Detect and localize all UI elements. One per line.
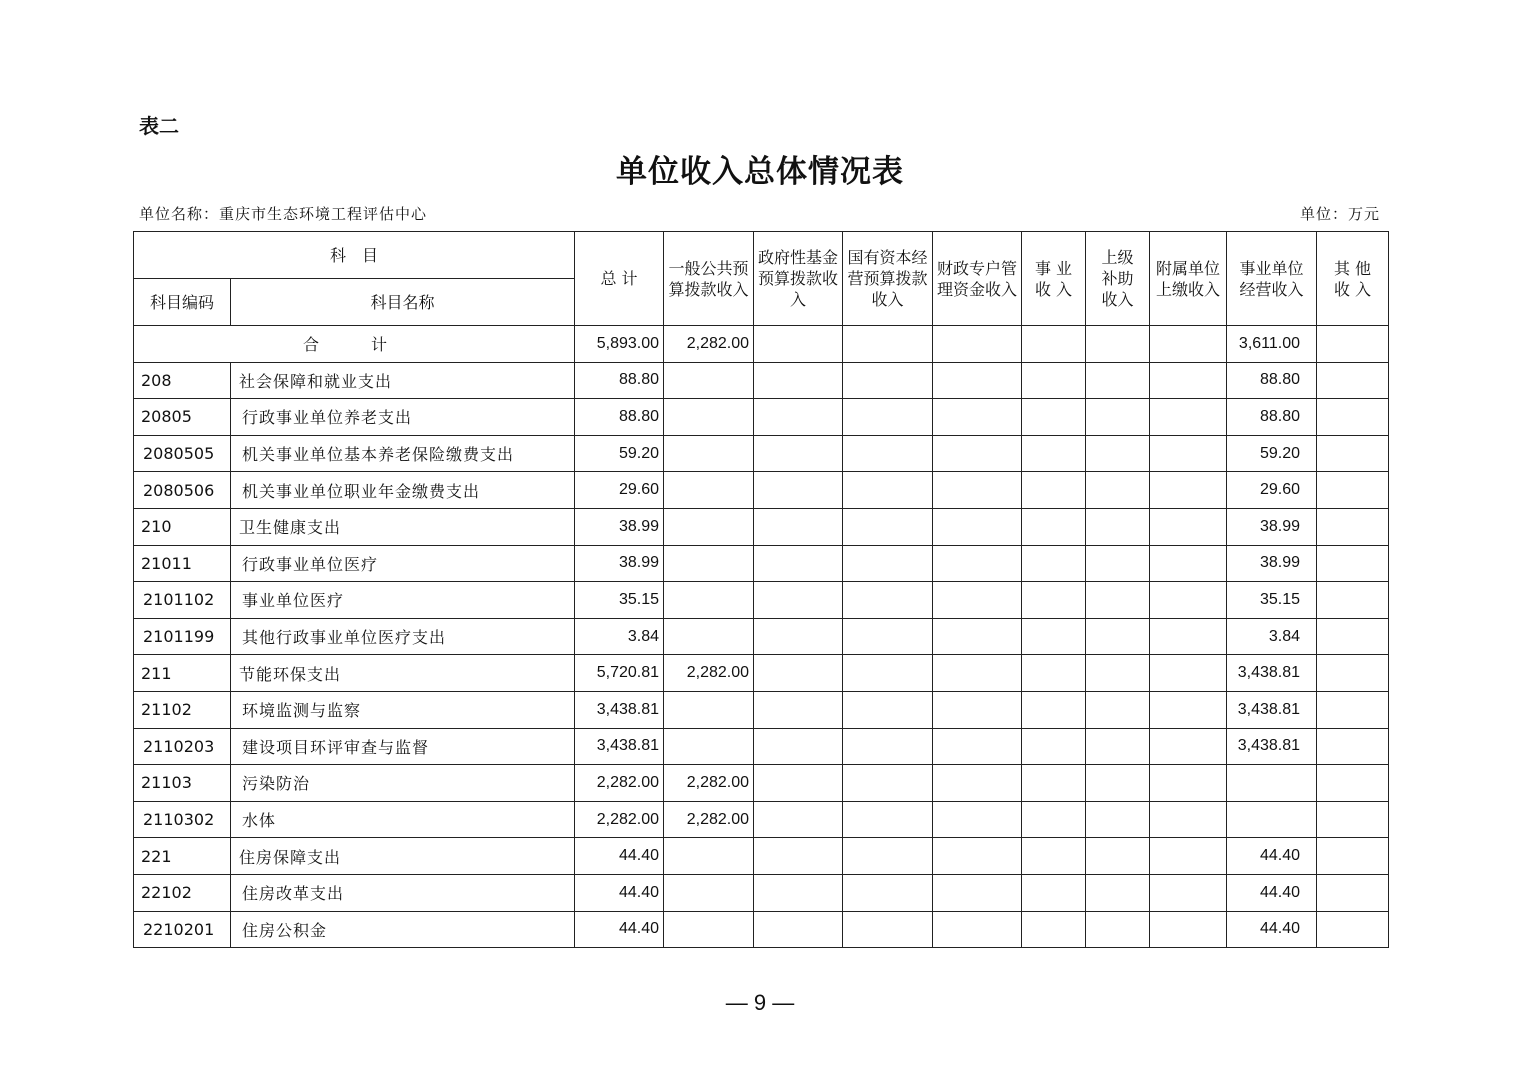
general-budget-cell: 2,282.00: [664, 765, 754, 802]
general-budget-cell: [664, 618, 754, 655]
cell-empty: [933, 435, 1022, 472]
general-budget-cell: [664, 582, 754, 619]
cell-empty: [1317, 618, 1389, 655]
cell-empty: [754, 874, 843, 911]
cell-empty: [1150, 765, 1227, 802]
cell-empty: [1022, 801, 1086, 838]
cell-empty: [933, 362, 1022, 399]
cell-empty: [843, 399, 933, 436]
cell-empty: [1317, 765, 1389, 802]
cell-empty: [1317, 655, 1389, 692]
cell-empty: [754, 508, 843, 545]
general-budget-cell: [664, 399, 754, 436]
cell-empty: [1317, 801, 1389, 838]
subject-code-cell: 21103: [134, 765, 231, 802]
total-cell: 44.40: [575, 874, 664, 911]
cell-empty: [1022, 508, 1086, 545]
table-row: [134, 765, 1389, 802]
total-cell: 44.40: [575, 911, 664, 948]
subject-code-cell: 21011: [134, 545, 231, 582]
cell-empty: [843, 545, 933, 582]
table-row: [134, 874, 1389, 911]
cell-empty: [1022, 911, 1086, 948]
cell-empty: [1022, 545, 1086, 582]
subject-name-cell: 其他行政事业单位医疗支出: [231, 618, 575, 655]
operating-cell: 3.84: [1227, 618, 1317, 655]
cell-empty: [933, 728, 1022, 765]
cell-empty: [933, 508, 1022, 545]
cell-empty: [1317, 472, 1389, 509]
general-budget-cell: [664, 435, 754, 472]
subject-name-cell: 节能环保支出: [231, 655, 575, 692]
subject-code-cell: 2101102: [134, 582, 231, 619]
subject-name-cell: 卫生健康支出: [231, 508, 575, 545]
cell-empty: [1086, 582, 1150, 619]
cell-empty: [1150, 399, 1227, 436]
cell-empty: [754, 435, 843, 472]
cell-empty: [933, 874, 1022, 911]
cell-empty: [1150, 472, 1227, 509]
cell-empty: [1022, 874, 1086, 911]
header-superior-subsidy: 上级补助收入: [1086, 232, 1150, 326]
cell-empty: [1150, 801, 1227, 838]
total-cell: 35.15: [575, 582, 664, 619]
subject-code-cell: 2101199: [134, 618, 231, 655]
cell-empty: [1086, 618, 1150, 655]
table-row: [134, 545, 1389, 582]
subject-name-cell: 行政事业单位养老支出: [231, 399, 575, 436]
cell-empty: [843, 618, 933, 655]
cell-empty: [1022, 435, 1086, 472]
header-state-capital: 国有资本经营预算拨款收入: [843, 232, 933, 326]
cell-empty: [1150, 362, 1227, 399]
unit-label: 单位：万元: [1299, 205, 1380, 223]
cell-empty: [1022, 472, 1086, 509]
table-row: [134, 362, 1389, 399]
table-row: [134, 728, 1389, 765]
header-general-budget: 一般公共预算拨款收入: [664, 232, 754, 326]
subject-name-cell: 事业单位医疗: [231, 582, 575, 619]
cell-empty: [1317, 545, 1389, 582]
subject-name-cell: 环境监测与监察: [231, 691, 575, 728]
cell-empty: [1086, 508, 1150, 545]
total-cell: 38.99: [575, 545, 664, 582]
subject-name-cell: 住房保障支出: [231, 838, 575, 875]
cell-empty: [1086, 472, 1150, 509]
subject-code-cell: 208: [134, 362, 231, 399]
cell-empty: [1022, 362, 1086, 399]
table-row: [134, 618, 1389, 655]
cell-empty: [754, 545, 843, 582]
cell-empty: [754, 838, 843, 875]
table-row: [134, 435, 1389, 472]
subject-code-cell: 210: [134, 508, 231, 545]
operating-cell: 38.99: [1227, 508, 1317, 545]
subject-code-cell: 2080505: [134, 435, 231, 472]
cell-empty: [1022, 691, 1086, 728]
subject-name-cell: 社会保障和就业支出: [231, 362, 575, 399]
cell-empty: [843, 472, 933, 509]
cell-empty: [1150, 618, 1227, 655]
cell-empty: [1086, 874, 1150, 911]
cell-empty: [1086, 326, 1150, 363]
cell-empty: [1317, 838, 1389, 875]
header-other: 其 他收 入: [1317, 232, 1389, 326]
subject-code-cell: 211: [134, 655, 231, 692]
cell-empty: [1022, 326, 1086, 363]
general-budget-cell: [664, 691, 754, 728]
cell-empty: [1022, 618, 1086, 655]
cell-empty: [843, 655, 933, 692]
cell-empty: [1317, 911, 1389, 948]
header-total: 总 计: [575, 232, 664, 326]
table-row: [134, 472, 1389, 509]
table-row: [134, 582, 1389, 619]
cell-empty: [933, 838, 1022, 875]
table-row: [134, 655, 1389, 692]
cell-empty: [843, 508, 933, 545]
subject-code-cell: 2210201: [134, 911, 231, 948]
general-budget-cell: 2,282.00: [664, 655, 754, 692]
cell-empty: [1022, 838, 1086, 875]
operating-cell: 35.15: [1227, 582, 1317, 619]
total-cell: 88.80: [575, 399, 664, 436]
cell-empty: [933, 618, 1022, 655]
general-budget-cell: [664, 728, 754, 765]
table-label: 表二: [139, 114, 179, 138]
cell-empty: [754, 326, 843, 363]
cell-empty: [1150, 435, 1227, 472]
cell-empty: [1086, 655, 1150, 692]
cell-empty: [1086, 765, 1150, 802]
header-fiscal-special: 财政专户管理资金收入: [933, 232, 1022, 326]
cell-empty: [843, 801, 933, 838]
general-budget-cell: [664, 472, 754, 509]
subject-code-cell: 22102: [134, 874, 231, 911]
cell-empty: [754, 362, 843, 399]
cell-empty: [933, 765, 1022, 802]
subject-name-cell: 住房改革支出: [231, 874, 575, 911]
cell-empty: [1150, 691, 1227, 728]
total-cell: 3.84: [575, 618, 664, 655]
cell-empty: [754, 728, 843, 765]
cell-empty: [1150, 874, 1227, 911]
operating-cell: 44.40: [1227, 874, 1317, 911]
cell-empty: [1317, 435, 1389, 472]
cell-empty: [754, 399, 843, 436]
table-row: [134, 399, 1389, 436]
total-cell: 88.80: [575, 362, 664, 399]
total-general-budget: 2,282.00: [664, 326, 754, 363]
cell-empty: [754, 655, 843, 692]
header-subject-name: 科目名称: [231, 279, 575, 326]
total-cell: 44.40: [575, 838, 664, 875]
total-cell: 2,282.00: [575, 765, 664, 802]
subject-code-cell: 2080506: [134, 472, 231, 509]
operating-cell: 44.40: [1227, 838, 1317, 875]
cell-empty: [1317, 582, 1389, 619]
cell-empty: [1317, 508, 1389, 545]
subject-code-cell: 2110203: [134, 728, 231, 765]
cell-empty: [1317, 728, 1389, 765]
income-table: [133, 231, 1389, 948]
cell-empty: [1086, 399, 1150, 436]
cell-empty: [933, 911, 1022, 948]
cell-empty: [1317, 326, 1389, 363]
cell-empty: [1022, 399, 1086, 436]
cell-empty: [754, 801, 843, 838]
cell-empty: [933, 691, 1022, 728]
page-number: — 9 —: [725, 990, 795, 1015]
total-row: [134, 326, 1389, 363]
general-budget-cell: 2,282.00: [664, 801, 754, 838]
subject-code-cell: 2110302: [134, 801, 231, 838]
operating-cell: 88.80: [1227, 362, 1317, 399]
table-row: [134, 801, 1389, 838]
cell-empty: [1150, 326, 1227, 363]
subject-code-cell: 221: [134, 838, 231, 875]
table-row: [134, 691, 1389, 728]
cell-empty: [1086, 728, 1150, 765]
header-operating: 事业单位经营收入: [1227, 232, 1317, 326]
cell-empty: [1150, 545, 1227, 582]
total-cell: 59.20: [575, 435, 664, 472]
general-budget-cell: [664, 508, 754, 545]
general-budget-cell: [664, 545, 754, 582]
cell-empty: [1086, 362, 1150, 399]
cell-empty: [1317, 362, 1389, 399]
total-cell: 5,720.81: [575, 655, 664, 692]
cell-empty: [843, 435, 933, 472]
header-subject-code: 科目编码: [134, 279, 231, 326]
total-cell: 3,438.81: [575, 728, 664, 765]
operating-cell: 29.60: [1227, 472, 1317, 509]
operating-cell: 38.99: [1227, 545, 1317, 582]
cell-empty: [754, 765, 843, 802]
header-business: 事 业收 入: [1022, 232, 1086, 326]
cell-empty: [754, 911, 843, 948]
cell-empty: [1317, 399, 1389, 436]
subject-name-cell: 污染防治: [231, 765, 575, 802]
cell-empty: [1317, 691, 1389, 728]
cell-empty: [754, 472, 843, 509]
cell-empty: [843, 691, 933, 728]
cell-empty: [843, 911, 933, 948]
cell-empty: [754, 691, 843, 728]
header-gov-fund: 政府性基金预算拨款收入: [754, 232, 843, 326]
cell-empty: [933, 472, 1022, 509]
cell-empty: [1086, 435, 1150, 472]
subject-name-cell: 建设项目环评审查与监督: [231, 728, 575, 765]
cell-empty: [843, 765, 933, 802]
general-budget-cell: [664, 911, 754, 948]
table-row: [134, 838, 1389, 875]
general-budget-cell: [664, 874, 754, 911]
subject-code-cell: 21102: [134, 691, 231, 728]
cell-empty: [933, 655, 1022, 692]
total-cell: 38.99: [575, 508, 664, 545]
cell-empty: [933, 326, 1022, 363]
cell-empty: [1150, 838, 1227, 875]
cell-empty: [1150, 582, 1227, 619]
operating-cell: 3,438.81: [1227, 691, 1317, 728]
cell-empty: [1086, 838, 1150, 875]
subject-code-cell: 20805: [134, 399, 231, 436]
general-budget-cell: [664, 838, 754, 875]
cell-empty: [843, 326, 933, 363]
cell-empty: [1150, 508, 1227, 545]
subject-name-cell: 机关事业单位职业年金缴费支出: [231, 472, 575, 509]
cell-empty: [843, 362, 933, 399]
subject-name-cell: 机关事业单位基本养老保险缴费支出: [231, 435, 575, 472]
cell-empty: [1317, 874, 1389, 911]
cell-empty: [1086, 545, 1150, 582]
cell-empty: [1150, 911, 1227, 948]
cell-empty: [933, 801, 1022, 838]
cell-empty: [1022, 728, 1086, 765]
document-title: 单位收入总体情况表: [616, 154, 904, 190]
operating-cell: 59.20: [1227, 435, 1317, 472]
operating-cell: 3,438.81: [1227, 728, 1317, 765]
cell-empty: [754, 582, 843, 619]
cell-empty: [1150, 728, 1227, 765]
cell-empty: [843, 874, 933, 911]
cell-empty: [1086, 911, 1150, 948]
operating-cell: 44.40: [1227, 911, 1317, 948]
unit-name: 单位名称：重庆市生态环境工程评估中心: [139, 205, 428, 223]
total-operating: 3,611.00: [1227, 326, 1317, 363]
cell-empty: [1022, 582, 1086, 619]
operating-cell: [1227, 801, 1317, 838]
operating-cell: 3,438.81: [1227, 655, 1317, 692]
subject-name-cell: 水体: [231, 801, 575, 838]
total-label: 合 计: [134, 326, 575, 363]
header-subject: 科 目: [134, 232, 575, 279]
table-row: [134, 508, 1389, 545]
total-cell: 2,282.00: [575, 801, 664, 838]
cell-empty: [933, 545, 1022, 582]
cell-empty: [1086, 691, 1150, 728]
cell-empty: [933, 399, 1022, 436]
cell-empty: [754, 618, 843, 655]
cell-empty: [933, 582, 1022, 619]
cell-empty: [843, 838, 933, 875]
total-cell: 3,438.81: [575, 691, 664, 728]
table-row: [134, 911, 1389, 948]
header-affiliated: 附属单位上缴收入: [1150, 232, 1227, 326]
cell-empty: [1022, 765, 1086, 802]
total-cell: 29.60: [575, 472, 664, 509]
cell-empty: [843, 582, 933, 619]
operating-cell: 88.80: [1227, 399, 1317, 436]
cell-empty: [1086, 801, 1150, 838]
cell-empty: [1022, 655, 1086, 692]
cell-empty: [843, 728, 933, 765]
cell-empty: [1150, 655, 1227, 692]
subject-name-cell: 住房公积金: [231, 911, 575, 948]
general-budget-cell: [664, 362, 754, 399]
operating-cell: [1227, 765, 1317, 802]
total-value: 5,893.00: [575, 326, 664, 363]
subject-name-cell: 行政事业单位医疗: [231, 545, 575, 582]
